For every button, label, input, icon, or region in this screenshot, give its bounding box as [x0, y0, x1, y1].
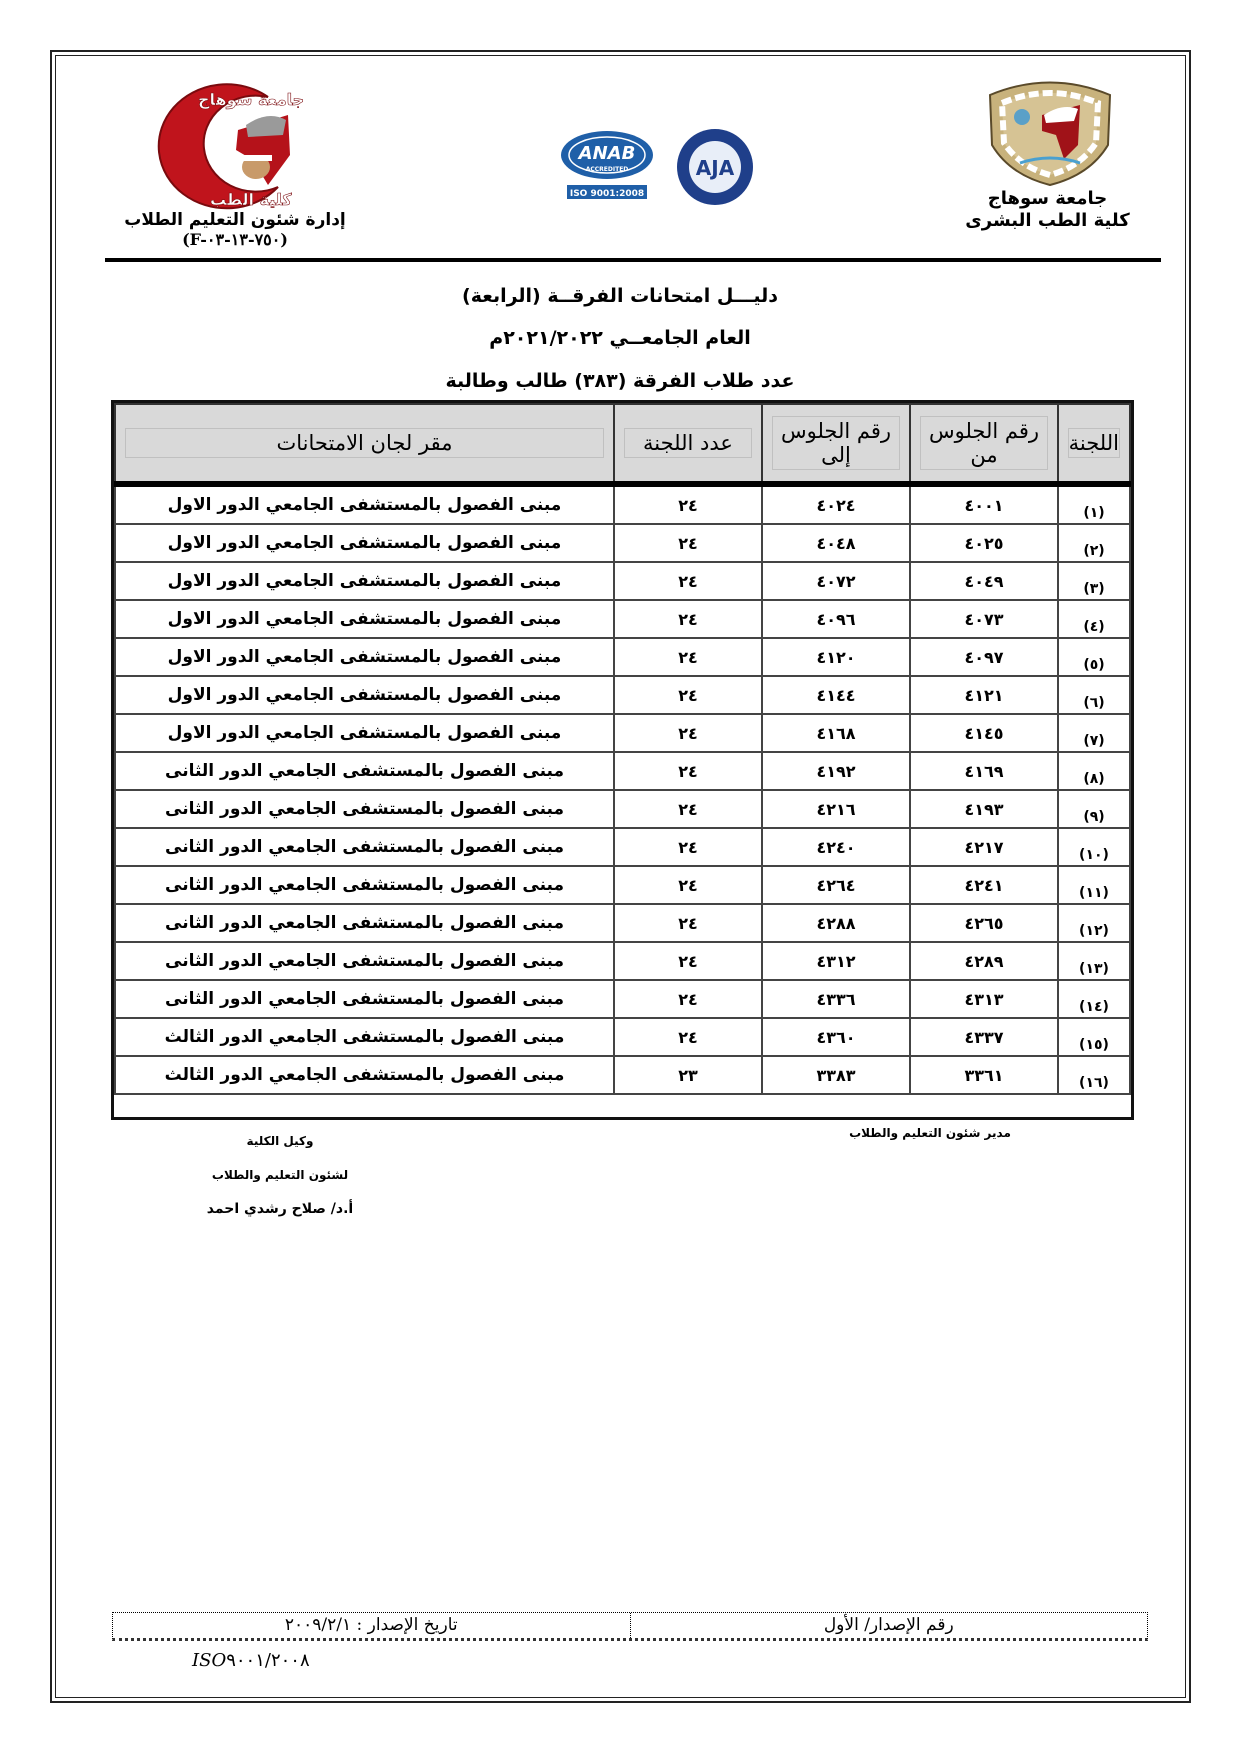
committee-location: مبنى الفصول بالمستشفى الجامعي الدور الاول: [115, 714, 614, 752]
document-title: دليـــل امتحانات الفرقــة (الرابعة): [462, 285, 778, 307]
student-affairs-dept: إدارة شئون التعليم الطلاب: [124, 210, 346, 230]
signature-subtitle: لشئون التعليم والطلاب: [211, 1168, 349, 1182]
seat-to: ٤١٩٢: [762, 752, 910, 790]
seat-to: ٤٠٢٤: [762, 484, 910, 524]
committee-location: مبنى الفصول بالمستشفى الجامعي الدور الاول: [115, 562, 614, 600]
committee-number: (١٠): [1058, 828, 1130, 866]
table-row: [115, 752, 1130, 790]
seat-from: ٤١٢١: [910, 676, 1058, 714]
university-name: جامعة سوهاج: [987, 188, 1108, 209]
logo-text-university: جامعة سوهاج: [198, 90, 305, 109]
seat-from: ٣٣٦١: [910, 1056, 1058, 1094]
committee-count: ٢٤: [614, 828, 762, 866]
seat-from: ٤٢١٧: [910, 828, 1058, 866]
logo-text-faculty: كلية الطب: [210, 190, 292, 209]
seat-from: ٤١٤٥: [910, 714, 1058, 752]
col-header-seat-from: رقم الجلوس من: [910, 404, 1058, 484]
seat-from: ٤٢٤١: [910, 866, 1058, 904]
committee-count: ٢٤: [614, 752, 762, 790]
seat-from: ٤٣٣٧: [910, 1018, 1058, 1056]
committee-number: (٤): [1058, 600, 1130, 638]
table-row: [115, 676, 1130, 714]
col-header-location: مقر لجان الامتحانات: [115, 404, 614, 484]
seat-from: ٤٣١٣: [910, 980, 1058, 1018]
seat-from: ٤٠٤٩: [910, 562, 1058, 600]
committee-number: (١٣): [1058, 942, 1130, 980]
header-divider: [105, 258, 1161, 262]
table-row: [115, 1018, 1130, 1056]
anab-logo-text: ANAB: [578, 143, 636, 164]
table-row: [115, 484, 1130, 524]
committee-number: (٥): [1058, 638, 1130, 676]
committee-number: (٣): [1058, 562, 1130, 600]
faculty-medicine-logo: [118, 75, 318, 215]
student-count: عدد طلاب الفرقة (٣٨٣) طالب وطالبة: [445, 370, 795, 392]
committee-count: ٢٤: [614, 676, 762, 714]
anab-accredited-text: ACCREDITED: [585, 166, 629, 173]
signature-student-affairs-director: [840, 1124, 1020, 1142]
committee-location: مبنى الفصول بالمستشفى الجامعي الدور الثانى: [115, 790, 614, 828]
committee-number: (١٥): [1058, 1018, 1130, 1056]
seat-from: ٤٢٨٩: [910, 942, 1058, 980]
exam-committees-table: [111, 400, 1134, 1120]
signature-title: مدير شئون التعليم والطلاب: [849, 1126, 1011, 1140]
table-row: [115, 562, 1130, 600]
table-row: [115, 866, 1130, 904]
iso-standard: [192, 1650, 310, 1671]
committee-number: (١١): [1058, 866, 1130, 904]
header-right-block: [965, 188, 1130, 231]
committee-count: ٢٤: [614, 484, 762, 524]
col-header-committee: اللجنة: [1058, 404, 1130, 484]
committee-location: مبنى الفصول بالمستشفى الجامعي الدور الثانى: [115, 752, 614, 790]
committee-location: مبنى الفصول بالمستشفى الجامعي الدور الثالث: [115, 1056, 614, 1094]
seat-to: ٤٣٦٠: [762, 1018, 910, 1056]
iso-badge-text: ISO 9001:2008: [569, 189, 645, 199]
seat-to: ٤٣١٢: [762, 942, 910, 980]
seat-from: ٤١٩٣: [910, 790, 1058, 828]
accreditation-logos: [555, 125, 770, 220]
seat-to: ٤١٢٠: [762, 638, 910, 676]
committee-count: ٢٤: [614, 1018, 762, 1056]
seat-to: ٤٢٤٠: [762, 828, 910, 866]
header-left-block: [120, 210, 350, 250]
committee-count: ٢٤: [614, 562, 762, 600]
committee-count: ٢٤: [614, 980, 762, 1018]
committee-number: (٦): [1058, 676, 1130, 714]
iso-prefix: ISO: [192, 1650, 227, 1671]
signature-title: وكيل الكلية: [246, 1134, 314, 1148]
committee-location: مبنى الفصول بالمستشفى الجامعي الدور الاول: [115, 524, 614, 562]
seat-from: ٤١٦٩: [910, 752, 1058, 790]
seat-to: ٤٢٦٤: [762, 866, 910, 904]
seat-to: ٤١٦٨: [762, 714, 910, 752]
committee-number: (٢): [1058, 524, 1130, 562]
seat-to: ٣٣٨٣: [762, 1056, 910, 1094]
issue-date: تاريخ الإصدار : ٢٠٠٩/٢/١: [284, 1615, 458, 1635]
committee-number: (٩): [1058, 790, 1130, 828]
committee-count: ٢٤: [614, 524, 762, 562]
committee-location: مبنى الفصول بالمستشفى الجامعي الدور الثانى: [115, 904, 614, 942]
committee-count: ٢٤: [614, 942, 762, 980]
committee-location: مبنى الفصول بالمستشفى الجامعي الدور الاول: [115, 676, 614, 714]
committee-location: مبنى الفصول بالمستشفى الجامعي الدور الثانى: [115, 942, 614, 980]
table-row: [115, 980, 1130, 1018]
committee-number: (٨): [1058, 752, 1130, 790]
table-row: [115, 942, 1130, 980]
committee-count: ٢٤: [614, 714, 762, 752]
committee-number: (١): [1058, 484, 1130, 524]
issue-number: رقم الإصدار/ الأول: [630, 1613, 1148, 1638]
table-header-row: [115, 404, 1130, 484]
seat-from: ٤٢٦٥: [910, 904, 1058, 942]
seat-from: ٤٠٧٣: [910, 600, 1058, 638]
footer-issue-box: [112, 1612, 1148, 1641]
table-row: [115, 1056, 1130, 1094]
table-row: [115, 638, 1130, 676]
table-row: [115, 828, 1130, 866]
faculty-name: كلية الطب البشرى: [965, 209, 1130, 231]
committee-location: مبنى الفصول بالمستشفى الجامعي الدور الاول: [115, 600, 614, 638]
seat-to: ٤٢١٦: [762, 790, 910, 828]
signature-name: أ.د/ صلاح رشدي احمد: [206, 1201, 354, 1217]
seat-from: ٤٠٠١: [910, 484, 1058, 524]
committee-location: مبنى الفصول بالمستشفى الجامعي الدور الثانى: [115, 828, 614, 866]
committee-number: (١٤): [1058, 980, 1130, 1018]
table-body: [115, 484, 1130, 1094]
table-row: [115, 790, 1130, 828]
committee-count: ٢٤: [614, 866, 762, 904]
committee-location: مبنى الفصول بالمستشفى الجامعي الدور الثالث: [115, 1018, 614, 1056]
seat-from: ٤٠٩٧: [910, 638, 1058, 676]
committee-location: مبنى الفصول بالمستشفى الجامعي الدور الثانى: [115, 980, 614, 1018]
seat-to: ٤١٤٤: [762, 676, 910, 714]
table-row: [115, 600, 1130, 638]
committee-count: ٢٣: [614, 1056, 762, 1094]
seat-to: ٤٠٧٢: [762, 562, 910, 600]
university-seal: [980, 75, 1120, 187]
seat-to: ٤٢٨٨: [762, 904, 910, 942]
form-code: (F-٧٥٠-١٣-٠٣): [182, 230, 288, 250]
signature-vice-dean: [180, 1124, 380, 1226]
committee-location: مبنى الفصول بالمستشفى الجامعي الدور الثانى: [115, 866, 614, 904]
seat-to: ٤٠٩٦: [762, 600, 910, 638]
committee-location: مبنى الفصول بالمستشفى الجامعي الدور الاول: [115, 638, 614, 676]
seat-from: ٤٠٢٥: [910, 524, 1058, 562]
committee-count: ٢٤: [614, 600, 762, 638]
table-row: [115, 714, 1130, 752]
seat-to: ٤٣٣٦: [762, 980, 910, 1018]
aja-logo-text: AJA: [695, 156, 735, 180]
table-row: [115, 524, 1130, 562]
col-header-count: عدد اللجنة: [614, 404, 762, 484]
committee-number: (٧): [1058, 714, 1130, 752]
committee-count: ٢٤: [614, 638, 762, 676]
col-header-seat-to: رقم الجلوس إلى: [762, 404, 910, 484]
committee-location: مبنى الفصول بالمستشفى الجامعي الدور الاول: [115, 484, 614, 524]
academic-year: العام الجامعــي ٢٠٢١/٢٠٢٢م: [489, 327, 751, 349]
table-row: [115, 904, 1130, 942]
seat-to: ٤٠٤٨: [762, 524, 910, 562]
committee-count: ٢٤: [614, 790, 762, 828]
committee-count: ٢٤: [614, 904, 762, 942]
committee-number: (١٢): [1058, 904, 1130, 942]
committee-number: (١٦): [1058, 1056, 1130, 1094]
iso-number: ٩٠٠١/٢٠٠٨: [226, 1650, 310, 1671]
